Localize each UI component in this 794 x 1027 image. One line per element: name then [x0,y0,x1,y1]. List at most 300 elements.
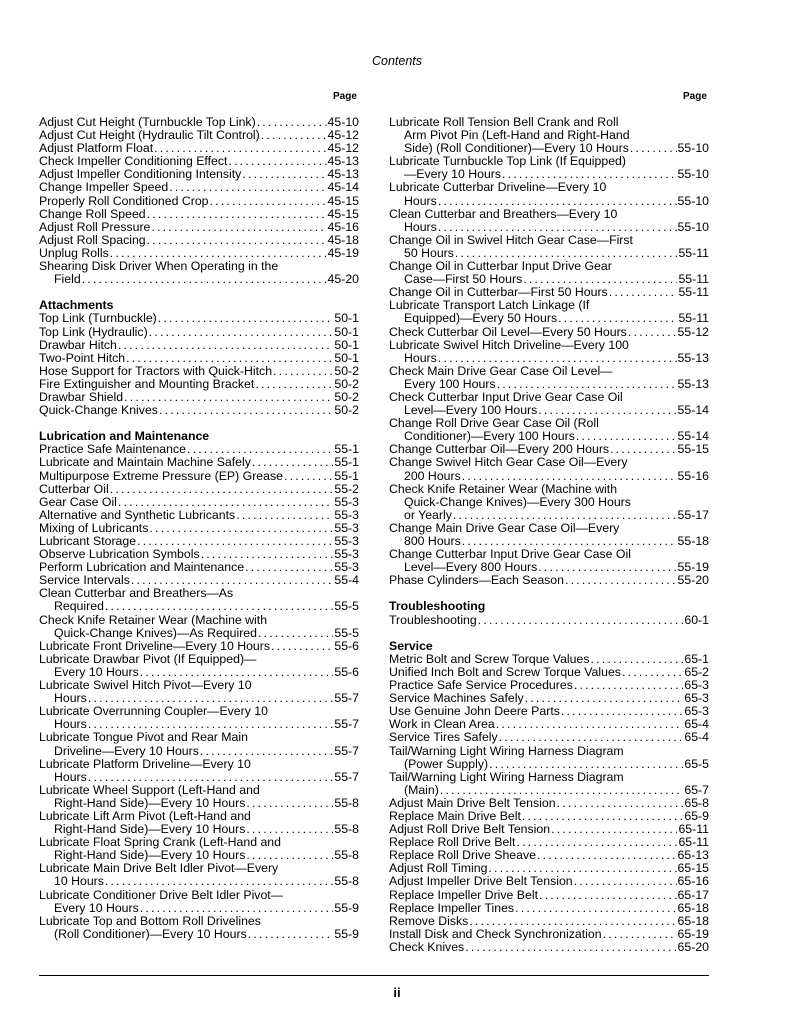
toc-page-number: 55-3 [334,520,359,535]
toc-entry-text: Hours [54,769,87,784]
toc-entry-text: Shearing Disk Driver When Operating in the [39,259,279,274]
toc-entry-text: Change Roll Drive Gear Case Oil (Roll [389,416,599,431]
toc-entry-text: Properly Roll Conditioned Crop [39,193,209,208]
toc-entry-text: Drawbar Hitch [39,337,117,352]
toc-section-heading: Attachments [39,298,114,313]
toc-entry-text: Unified Inch Bolt and Screw Torque Values [389,664,621,679]
toc-entry[interactable] [389,941,709,954]
toc-entry[interactable] [39,470,359,483]
toc-entry-text: Adjust Platform Float [39,141,154,156]
toc-page-number: 55-13 [677,350,709,365]
toc-entry-text: Lubricate Tongue Pivot and Rear Main [39,730,248,745]
toc-leader-dots [630,142,677,155]
footer-page-number: ii [393,985,401,1000]
toc-entry-text: Adjust Cut Height (Turnbuckle Top Link) [39,115,256,129]
toc-page-number: 55-1 [334,442,359,457]
toc-leader-dots [273,365,333,378]
toc-page-number: 65-3 [684,691,709,706]
toc-entry-text: Hours [404,350,437,365]
toc-page-number: 65-11 [678,835,709,850]
toc-page-number: 50-1 [334,311,359,326]
toc-leader-dots [236,509,333,522]
toc-page-number: 65-2 [684,664,709,679]
toc-entry-text: Quick-Change Knives)—As Required [54,625,257,640]
toc-entry-text: Case—First 50 Hours [404,272,523,287]
toc-entry-text: Two-Point Hitch [39,350,126,365]
toc-entry[interactable] [389,889,709,902]
toc-page-number: 50-2 [334,363,359,378]
toc-leader-dots [118,339,333,352]
toc-leader-dots [496,718,684,731]
toc-page-number: 50-2 [334,389,359,404]
toc-page-number: 65-4 [684,717,709,732]
toc-page-number: 45-20 [327,272,359,287]
toc-entry-text: —Every 10 Hours [404,167,502,182]
toc-entry-text: Lubricate Wheel Support (Left-Hand and [39,782,260,797]
toc-entry-text: Right-Hand Side)—Every 10 Hours [54,795,246,810]
toc-entry[interactable] [389,797,709,810]
toc-entry-text: Side) (Roll Conditioner)—Every 10 Hours [404,141,629,156]
toc-entry-text: Lubricate Top and Bottom Roll Drivelines [39,913,261,928]
toc-entry[interactable] [389,483,709,522]
toc-leader-dots [465,941,676,954]
toc-page-number: 45-12 [327,128,359,143]
toc-page-number: 50-1 [334,350,359,365]
toc-page-number: 55-8 [334,874,359,889]
toc-entry[interactable] [39,234,359,247]
toc-entry[interactable] [39,365,359,378]
toc-entry[interactable] [389,391,709,417]
toc-entry[interactable] [39,758,359,784]
toc-entry-text: Drawbar Shield [39,389,124,404]
toc-page-number: 65-9 [684,808,709,823]
toc-page-number: 65-20 [677,939,709,954]
toc-page-number: 55-1 [334,455,359,470]
toc-entry-text: Change Roll Speed [39,206,146,221]
toc-entry[interactable] [39,862,359,888]
toc-page-number: 65-8 [684,795,709,810]
toc-page-number: 55-5 [334,625,359,640]
toc-page-number: 55-10 [677,219,709,234]
toc-leader-dots [158,312,334,325]
toc-entry[interactable] [389,614,709,627]
toc-page-number: 65-11 [678,822,709,837]
toc-entry[interactable] [389,181,709,207]
toc-page-number: 55-3 [334,560,359,575]
toc-entry-text: Right-Hand Side)—Every 10 Hours [54,848,246,863]
toc-entry-text: Lubricate Overrunning Coupler—Every 10 [39,704,268,719]
toc-entry-text: Observe Lubrication Symbols [39,547,200,562]
toc-entry-text: Lubricate Swivel Hitch Pivot—Every 10 [39,678,252,693]
toc-page-number: 45-16 [327,219,359,234]
toc-entry-text: Quick-Change Knives [39,403,158,418]
toc-entry-text: Hours [404,219,437,234]
toc-page-number: 65-4 [684,730,709,745]
toc-entry-text: Quick-Change Knives)—Every 300 Hours [404,494,631,509]
toc-entry[interactable] [39,784,359,810]
toc-entry[interactable] [389,155,709,181]
toc-entry-text: Change Oil in Cutterbar—First 50 Hours [389,285,608,300]
toc-leader-dots [255,378,333,391]
toc-entry[interactable] [39,221,359,234]
toc-entry-text: Unplug Rolls [39,245,109,260]
toc-leader-dots [110,483,334,496]
toc-section-heading: Troubleshooting [389,599,486,614]
toc-page-number: 65-16 [677,874,709,889]
toc-leader-dots [159,404,333,417]
toc-page-number: 55-9 [334,900,359,915]
toc-entry-text: Service Machines Safely [389,691,524,706]
toc-entry-text: (Main) [404,782,439,797]
toc-page-number: 55-13 [677,376,709,391]
toc-entry-text: Adjust Roll Spacing [39,232,146,247]
toc-leader-dots [516,836,677,849]
toc-entry-text: Service Intervals [39,573,130,588]
toc-entry-text: 10 Hours [54,874,104,889]
toc-entry-text: Practice Safe Service Procedures [389,678,573,693]
toc-entry-text: Field [54,272,81,287]
toc-entry-text: Lubricate Drawbar Pivot (If Equipped)— [39,651,257,666]
toc-entry-text: Change Oil in Swivel Hitch Gear Case—First [389,232,633,247]
toc-leader-dots [440,784,684,797]
toc-page-number: 55-2 [334,481,359,496]
toc-entry[interactable] [39,509,359,522]
toc-page-number: 55-8 [334,848,359,863]
toc-page-number: 45-15 [327,193,359,208]
toc-entry[interactable] [39,483,359,496]
toc-page-number: 55-1 [334,468,359,483]
toc-entry-text: Adjust Roll Pressure [39,219,151,234]
toc-page-number: 55-3 [334,547,359,562]
toc-entry-text: Every 10 Hours [54,664,139,679]
toc-page-number: 65-19 [677,926,709,941]
toc-entry-text: Gear Case Oil [39,494,117,509]
toc-entry-text: Top Link (Turnbuckle) [39,311,157,326]
toc-page-number: 55-4 [334,573,359,588]
toc-leader-dots [284,470,333,483]
toc-page-number: 50-1 [334,324,359,339]
toc-entry-text: Hours [54,717,87,732]
toc-leader-dots [591,653,684,666]
toc-entry-text: Replace Roll Drive Belt [389,835,516,850]
toc-page-number: 65-18 [677,900,709,915]
toc-page-number: 55-14 [677,403,709,418]
toc-entry-text: Adjust Roll Drive Belt Tension [389,822,551,837]
toc-leader-dots [248,928,334,941]
toc-leader-dots [469,915,676,928]
toc-entry-text: Use Genuine John Deere Parts [389,704,560,719]
toc-entry[interactable] [389,260,709,286]
toc-page-number: 55-10 [677,141,709,156]
toc-page-number: 65-15 [677,861,709,876]
toc-leader-dots [82,273,327,286]
toc-entry-text: Tail/Warning Light Wiring Harness Diagram [389,743,624,758]
toc-page-number: 55-12 [677,324,709,339]
toc-entry-text: Work in Clean Area [389,717,495,732]
toc-entry[interactable] [39,456,359,469]
toc-leader-dots [565,574,677,587]
toc-page-number: 55-9 [334,926,359,941]
toc-entry[interactable] [39,339,359,352]
toc-entry[interactable] [389,574,709,587]
toc-entry-text: Replace Impeller Tines [389,900,515,915]
toc-entry[interactable] [389,902,709,915]
toc-entry[interactable] [39,679,359,705]
toc-page-number: 55-11 [678,311,709,326]
toc-entry[interactable] [39,705,359,731]
toc-entry-text: Clean Cutterbar and Breathers—Every 10 [389,206,618,221]
toc-entry-text: Top Link (Hydraulic) [39,324,148,339]
toc-leader-dots [246,797,333,810]
toc-entry-text: Lubricate Conditioner Drive Belt Idler Pivot— [39,887,283,902]
toc-entry[interactable] [389,456,709,482]
toc-page-number: 55-14 [677,429,709,444]
toc-page-number: 55-18 [677,534,709,548]
toc-entry-text: Metric Bolt and Screw Torque Values [389,651,590,666]
toc-leader-dots [478,614,684,627]
toc-leader-dots [574,875,677,888]
toc-leader-dots [169,181,326,194]
toc-entry-text: Lubricate and Maintain Machine Safely [39,455,251,470]
toc-leader-dots [561,705,683,718]
toc-entry-text: Check Knife Retainer Wear (Machine with [39,612,268,627]
toc-entry[interactable] [389,928,709,941]
toc-entry[interactable] [389,208,709,234]
toc-entry-text: Change Swivel Hitch Gear Case Oil—Every [389,455,628,470]
toc-page-number: 55-5 [334,599,359,614]
toc-entry-text: Adjust Impeller Drive Belt Tension [389,874,573,889]
toc-entry[interactable] [39,810,359,836]
toc-entry-text: Clean Cutterbar and Breathers—As [39,586,234,601]
toc-entry-text: Conditioner)—Every 100 Hours [404,429,575,444]
toc-entry[interactable] [39,614,359,640]
toc-page-number: 50-1 [334,337,359,352]
toc-entry-text: Lubricate Roll Tension Bell Crank and Roll [389,115,619,129]
toc-page-number: 55-8 [334,795,359,810]
toc-leader-dots [151,221,326,234]
toc-entry[interactable] [39,404,359,417]
toc-page-number: 65-7 [684,782,709,797]
toc-entry-text: Perform Lubrication and Maintenance [39,560,245,575]
toc-page-number: 55-7 [334,717,359,732]
toc-entry-text: Adjust Roll Timing [389,861,488,876]
toc-leader-dots [271,640,333,653]
toc-entry-text: Required [54,599,104,614]
toc-page-number: 55-17 [677,507,709,522]
toc-entry-text: Check Knives [389,939,465,954]
toc-entry-text: Practice Safe Maintenance [39,442,186,457]
toc-entry-text: or Yearly [404,507,452,522]
toc-entry-text: Hours [54,691,87,706]
toc-entry[interactable] [39,731,359,757]
toc-entry[interactable] [389,417,709,443]
toc-section-heading: Lubrication and Maintenance [39,429,210,444]
toc-entry-text: Change Cutterbar Oil—Every 200 Hours [389,442,610,457]
toc-entry-text: 50 Hours [404,245,454,260]
toc-page-number: 65-5 [684,756,709,771]
toc-page-number: 45-18 [327,232,359,247]
toc-entry-text: (Power Supply) [404,756,489,771]
toc-entry[interactable] [389,116,709,155]
toc-page-number: 55-8 [334,822,359,837]
toc-entry-text: Cutterbar Oil [39,481,109,496]
toc-page-number: 55-11 [678,245,709,260]
toc-entry[interactable] [389,548,709,574]
toc-entry-text: Service Tires Safely [389,730,498,745]
toc-entry[interactable] [389,653,709,666]
toc-leader-dots [609,286,678,299]
toc-entry[interactable] [39,352,359,365]
toc-entry-text: Check Cutterbar Oil Level—Every 50 Hours [389,324,627,339]
toc-page-number: 45-14 [327,180,359,195]
toc-leader-dots [149,326,334,339]
toc-entry-text: Check Cutterbar Input Drive Gear Case Oil [389,389,623,404]
footer-divider [39,975,709,976]
toc-entry[interactable] [39,915,359,941]
toc-page-number: 60-1 [684,612,709,627]
toc-leader-dots [126,352,333,365]
page-column-label-right: Page [683,91,707,102]
toc-leader-dots [603,928,677,941]
toc-entry-text: Level—Every 100 Hours [404,403,538,418]
toc-entry[interactable] [39,260,359,286]
toc-page-number: 55-3 [334,534,359,548]
toc-entry[interactable] [39,195,359,208]
toc-entry-text: Check Impeller Conditioning Effect [39,154,228,169]
toc-leader-dots [228,155,326,168]
toc-leader-dots [551,823,677,836]
toc-entry-text: Check Main Drive Gear Case Oil Level— [389,363,613,378]
toc-entry-text: Hours [404,193,437,208]
toc-entry-text: Adjust Main Drive Belt Tension [389,795,556,810]
toc-entry-text: Remove Disks [389,913,469,928]
toc-entry-text: Alternative and Synthetic Lubricants [39,507,236,522]
toc-entry-text: 200 Hours [404,468,461,483]
toc-entry-text: Equipped)—Every 50 Hours [404,311,558,326]
toc-entry-text: Tail/Warning Light Wiring Harness Diagram [389,769,624,784]
toc-page-number: 55-20 [677,573,709,588]
toc-entry[interactable] [39,653,359,679]
toc-entry-text: Replace Roll Drive Sheave [389,848,536,863]
toc-entry-text: Level—Every 800 Hours [404,560,538,575]
toc-entry[interactable] [39,181,359,194]
toc-leader-dots [210,195,327,208]
toc-entry-text: Mixing of Lubricants [39,520,149,535]
toc-entry[interactable] [389,915,709,928]
page-header-title: Contents [371,54,423,68]
toc-entry[interactable] [389,771,709,797]
toc-entry-text: Lubricant Storage [39,534,137,548]
toc-section-heading: Service [389,638,433,653]
toc-entry-text: Every 100 Hours [404,376,496,391]
toc-entry[interactable] [389,745,709,771]
toc-page-number: 45-19 [327,245,359,260]
toc-leader-dots [147,208,327,221]
toc-entry[interactable] [39,208,359,221]
toc-page-number: 45-12 [327,141,359,156]
toc-page-number: 55-7 [334,691,359,706]
toc-entry[interactable] [39,587,359,613]
toc-leader-dots [558,312,677,325]
toc-page-number: 45-13 [327,154,359,169]
toc-left-column [39,116,359,941]
toc-entry-text: Lubricate Float Spring Crank (Left-Hand and [39,835,281,850]
toc-entry-text: Install Disk and Check Synchronization [389,926,602,941]
toc-entry[interactable] [39,496,359,509]
toc-leader-dots [245,561,333,574]
toc-page-number: 55-3 [334,507,359,522]
toc-page-number: 55-19 [677,560,709,575]
toc-entry-text: (Roll Conditioner)—Every 10 Hours [54,926,247,941]
toc-entry-text: Adjust Impeller Conditioning Intensity [39,167,242,182]
toc-page-number: 55-7 [334,769,359,784]
toc-page-number: 55-10 [677,193,709,208]
toc-leader-dots [628,326,677,339]
toc-page-number: 55-16 [677,468,709,483]
toc-entry-text: Multipurpose Extreme Pressure (EP) Grease [39,468,283,483]
toc-entry-text: Lubricate Transport Latch Linkage (If [389,298,590,313]
toc-entry[interactable] [39,836,359,862]
toc-entry-text: Lubricate Turnbuckle Top Link (If Equipped) [389,154,626,169]
toc-leader-dots [537,849,677,862]
toc-entry-text: Troubleshooting [389,612,477,627]
toc-entry[interactable] [389,365,709,391]
toc-page-number: 65-13 [677,848,709,863]
toc-leader-dots [242,168,326,181]
toc-page-number: 45-13 [327,167,359,182]
toc-entry-text: Lubricate Front Driveline—Every 10 Hours [39,638,270,653]
toc-page-number: 65-17 [677,887,709,902]
toc-entry-text: Replace Main Drive Belt [389,808,521,823]
toc-entry-text: Fire Extinguisher and Mounting Bracket [39,376,255,391]
toc-page-number: 45-15 [327,206,359,221]
toc-entry[interactable] [39,312,359,325]
toc-entry[interactable] [389,522,709,548]
toc-entry-text: Lubricate Platform Driveline—Every 10 [39,756,251,771]
toc-page-number: 55-6 [334,638,359,653]
toc-leader-dots [147,234,327,247]
toc-entry-text: Change Cutterbar Input Drive Gear Case Oil [389,547,631,562]
toc-entry[interactable] [389,339,709,365]
toc-page-number: 55-11 [678,272,709,287]
toc-entry-text: Lubricate Main Drive Belt Idler Pivot—Every [39,861,279,876]
toc-entry[interactable] [39,326,359,339]
toc-page-number: 50-2 [334,403,359,418]
toc-page-number: 65-18 [677,913,709,928]
toc-entry[interactable] [389,299,709,325]
toc-leader-dots [515,902,676,915]
toc-page-number: 50-2 [334,376,359,391]
toc-entry[interactable] [39,889,359,915]
toc-entry-text: Lubricate Cutterbar Driveline—Every 10 [389,180,607,195]
toc-leader-dots [257,116,327,129]
toc-page-number: 65-3 [684,704,709,719]
toc-entry-text: Change Oil in Cutterbar Input Drive Gear [389,259,612,274]
toc-page-number: 55-10 [677,167,709,182]
toc-page-number: 55-3 [334,494,359,509]
toc-entry-text: Lubricate Lift Arm Pivot (Left-Hand and [39,808,251,823]
toc-leader-dots [622,666,683,679]
toc-entry[interactable] [389,234,709,260]
toc-entry-text: Arm Pivot Pin (Left-Hand and Right-Hand [404,128,630,143]
toc-leader-dots [118,496,333,509]
toc-leader-dots [252,456,333,469]
toc-entry-text: Check Knife Retainer Wear (Machine with [389,481,618,496]
toc-page-number: 55-7 [334,743,359,758]
toc-entry-text: Hose Support for Tractors with Quick-Hitch [39,363,273,378]
toc-entry[interactable] [39,378,359,391]
toc-entry[interactable] [389,875,709,888]
